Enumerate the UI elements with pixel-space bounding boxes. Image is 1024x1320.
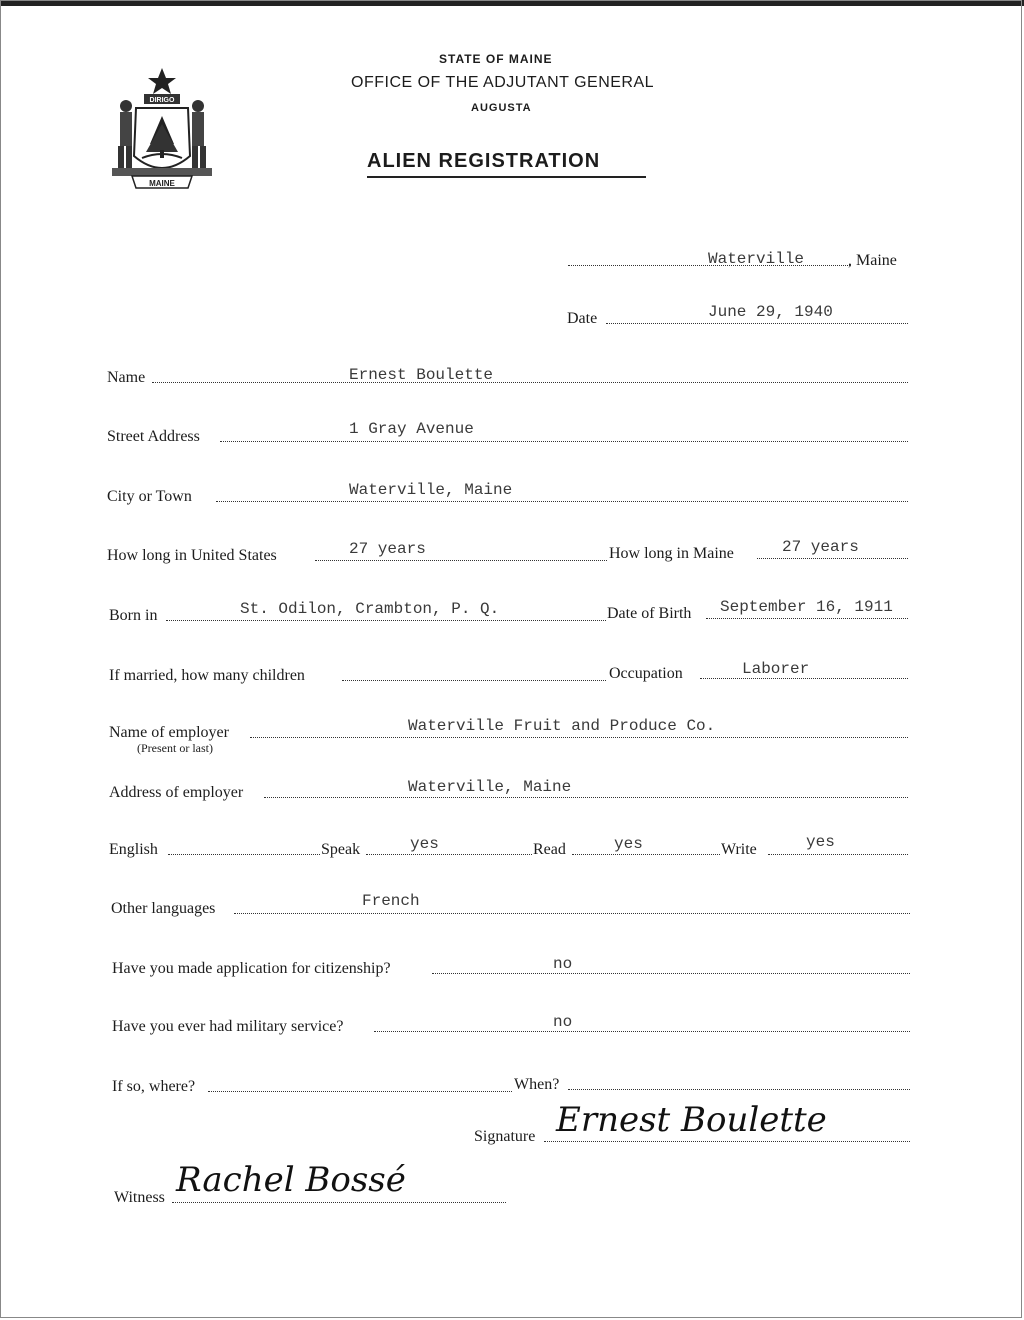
other-languages-value: French <box>362 892 420 910</box>
speak-value: yes <box>410 835 439 853</box>
seal-banner-text: MAINE <box>149 179 175 188</box>
city-label: City or Town <box>107 488 192 505</box>
write-label: Write <box>721 841 757 858</box>
where-label: If so, where? <box>112 1078 196 1095</box>
seal-motto-text: DIRIGO <box>149 97 175 104</box>
occupation-value: Laborer <box>742 660 810 678</box>
employer-label: Name of employer <box>109 724 229 741</box>
street-address-value: 1 Gray Avenue <box>349 420 474 438</box>
write-value: yes <box>806 833 835 851</box>
signature-label: Signature <box>474 1128 536 1145</box>
military-label: Have you ever had military service? <box>112 1018 344 1035</box>
date-value: June 29, 1940 <box>708 303 833 321</box>
how-long-us-value: 27 years <box>349 540 426 558</box>
other-languages-label: Other languages <box>111 900 216 917</box>
employer-sublabel: (Present or last) <box>137 741 213 755</box>
how-long-maine-label: How long in Maine <box>609 545 734 562</box>
military-value: no <box>553 1013 573 1031</box>
citizenship-value: no <box>553 955 573 973</box>
dob-value: September 16, 1911 <box>720 598 893 616</box>
date-label: Date <box>567 310 598 327</box>
speak-label: Speak <box>321 841 361 858</box>
name-label: Name <box>107 369 146 386</box>
header-state: STATE OF MAINE <box>439 52 553 66</box>
employer-address-value: Waterville, Maine <box>408 778 572 796</box>
location-suffix: , Maine <box>848 252 897 269</box>
signature-value: Ernest Boulette <box>556 1100 827 1140</box>
born-in-value: St. Odilon, Crambton, P. Q. <box>240 600 500 618</box>
header-office: OFFICE OF THE ADJUTANT GENERAL <box>351 74 655 91</box>
when-label: When? <box>514 1076 560 1093</box>
location-value: Waterville <box>708 250 805 268</box>
how-long-maine-value: 27 years <box>782 538 859 556</box>
witness-signature: Rachel Bossé <box>176 1160 406 1200</box>
employer-address-label: Address of employer <box>109 784 244 801</box>
how-long-us-label: How long in United States <box>107 547 277 564</box>
title-underline <box>367 176 646 178</box>
citizenship-label: Have you made application for citizenship? <box>112 960 391 977</box>
born-in-label: Born in <box>109 607 158 624</box>
dob-label: Date of Birth <box>607 605 692 622</box>
street-address-label: Street Address <box>107 428 200 445</box>
occupation-label: Occupation <box>609 665 683 682</box>
city-value: Waterville, Maine <box>349 481 513 499</box>
english-label: English <box>109 841 158 858</box>
read-label: Read <box>533 841 566 858</box>
witness-label: Witness <box>114 1189 165 1206</box>
children-label: If married, how many children <box>109 667 305 684</box>
read-value: yes <box>614 835 643 853</box>
header-city: AUGUSTA <box>471 102 532 114</box>
employer-value: Waterville Fruit and Produce Co. <box>408 717 716 735</box>
page-title: ALIEN REGISTRATION <box>367 150 601 172</box>
name-value: Ernest Boulette <box>349 366 494 384</box>
state-seal-emblem <box>108 64 216 192</box>
